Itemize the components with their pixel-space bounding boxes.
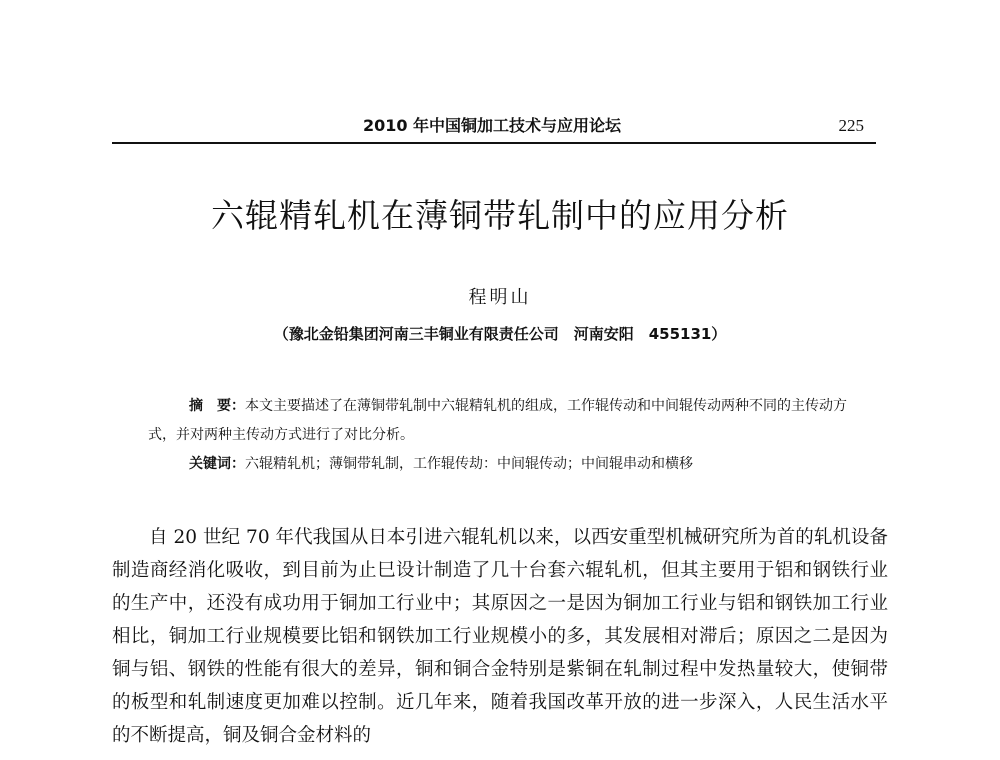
running-header <box>112 114 872 138</box>
running-title: 2010 年中国铜加工技术与应用论坛 <box>362 116 622 135</box>
keywords <box>148 450 848 479</box>
author-affiliation: （豫北金铅集团河南三丰铜业有限责任公司 河南安阳 455131） <box>273 325 727 343</box>
header-rule <box>112 142 876 144</box>
abstract-text: 本文主要描述了在薄铜带轧制中六辊精轧机的组成，工作辊传动和中间辊传动两种不同的主传动方式，并对两种主传动方式进行了对比分析。 <box>148 398 847 443</box>
abstract-label: 摘 要： <box>189 398 245 414</box>
abstract <box>148 392 848 450</box>
page-number: 225 <box>838 116 864 135</box>
author-name: 程明山 <box>468 287 532 308</box>
article-title: 六辊精轧机在薄铜带轧制中的应用分析 <box>211 196 789 235</box>
body-paragraph: 自 20 世纪 70 年代我国从日本引进六辊轧机以来，以西安重型机械研究所为首的轧机设备制造商经消化吸收，到目前为止巳设计制造了几十台套六辊轧机，但其主要用于铝和钢铁行业的生产中，还没有成功用于铜加工行业中；其原因之一是因为铜加工行业与铝和钢铁加工行业相比，铜加工行业规模要比铝和钢铁加工行业规模小的多，其发展相对滞后；原因之二是因为铜与铝、钢铁的性能有很大的差异，铜和铜合金特别是紫铜在轧制过程中发热量较大，使铜带的板型和轧制速度更加难以控制。近几年来，随着我国改革开放的进一步深入，人民生活水平的不断提高，铜及铜合金材料的 <box>112 527 888 746</box>
keywords-label: 关键词： <box>189 456 245 472</box>
abstract-block <box>148 392 848 479</box>
keywords-text: 六辊精轧机；薄铜带轧制，工作辊传劫：中间辊传动；中间辊串动和横移 <box>245 456 693 472</box>
body-text <box>112 521 888 752</box>
